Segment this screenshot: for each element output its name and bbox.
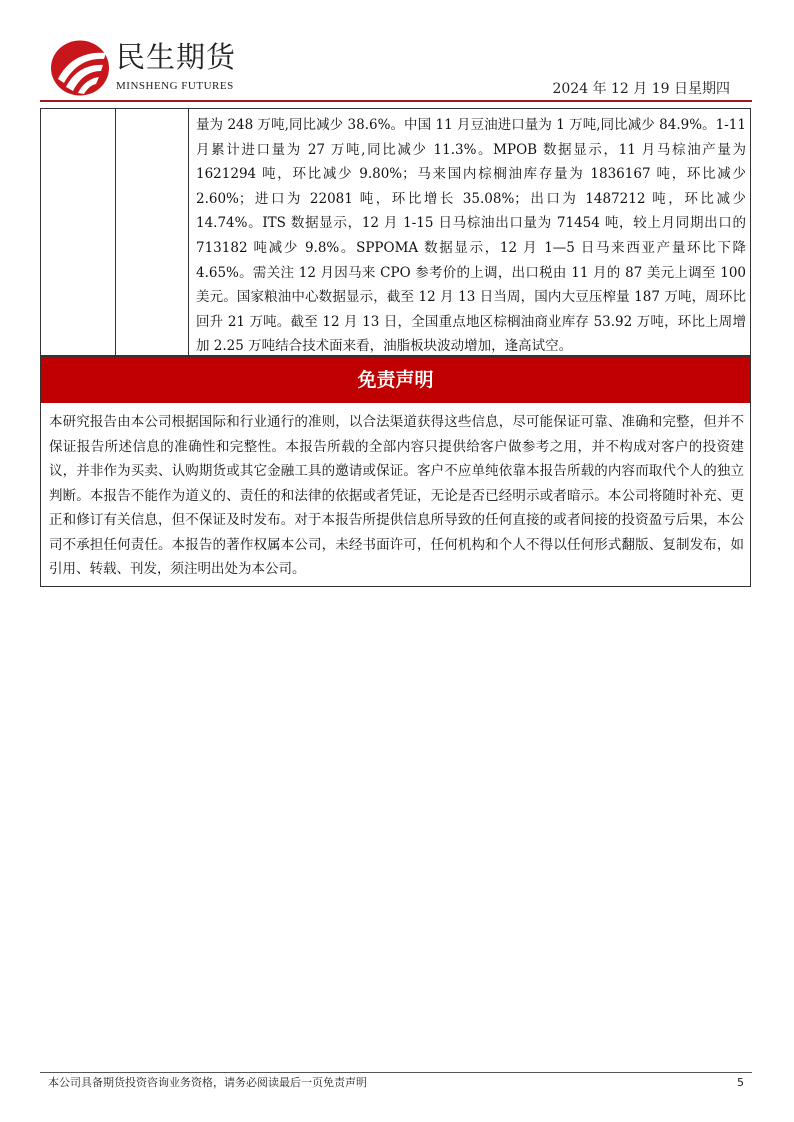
footer-divider <box>40 1072 752 1073</box>
page-number: 5 <box>737 1076 744 1089</box>
disclaimer-text: 本研究报告由本公司根据国际和行业通行的准则，以合法渠道获得这些信息，尽可能保证可靠、准确和完整，但并不保证报告所述信息的准确性和完整性。本报告所载的全部内容只提供给客户做参考之用，并不构成对客户的投资建议，并非作为买卖、认购期货或其它金融工具的邀请或保证。客户不应单纯依靠本报告所载的内容而取代个人的独立判断。本报告不能作为道义的、责任的和法律的依据或者凭证，无论是否已经明示或者暗示。本公司将随时补充、更正和修订有关信息，但不保证及时发布。对于本报告所提供信息所导致的任何直接的或者间接的投资盈亏后果，本公司不承担任何责任。本报告的著作权属本公司，未经书面许可，任何机构和个人不得以任何形式翻版、复制发布，如引用、转载、刊发，须注明出处为本公司。 <box>49 414 744 577</box>
content-table <box>40 108 751 356</box>
footer-note: 本公司具备期货投资咨询业务资格，请务必阅读最后一页免责声明 <box>48 1076 367 1089</box>
disclaimer-title: 免责声明 <box>41 357 750 403</box>
company-name-cn: 民生期货 <box>116 40 237 74</box>
header-divider <box>40 100 752 102</box>
table-column-divider <box>115 109 116 355</box>
report-date: 2024 年 12 月 19 日星期四 <box>552 81 730 97</box>
analysis-cell-text: 量为 248 万吨,同比减少 38.6%。中国 11 月豆油进口量为 1 万吨,同比减少 84.9%。1-11 月累计进口量为 27 万吨,同比减少 11.3%。MPOB 数据显示，11 月马棕油产量为 1621294 吨，环比减少 9.80%；马来国内棕榈油库存量为 1836167 吨，环比减少 2.60%；进口为 22081 吨，环比增长 35.08%；出口为 1487212 吨，环比减少 14.74%。ITS 数据显示，12 月 1-15 日马棕油出口量为 71454 吨，较上月同期出口的 713182 吨减少 9.8%。SPPOMA 数据显示，12 月 1—5 日马来西亚产量环比下降 4.65%。需关注 12 月因马来 CPO 参考价的上调，出口税由 11 月的 87 美元上调至 100 美元。国家粮油中心数据显示，截至 12 月 13 日当周，国内大豆压榨量 187 万吨，周环比回升 21 万吨。截至 12 月 13 日，全国重点地区棕榈油商业库存 53.92 万吨，环比上周增加 2.25 万吨结合技术面来看，油脂板块波动增加，逢高试空。 <box>196 117 746 355</box>
table-column-divider <box>188 109 189 355</box>
page-header <box>0 0 794 104</box>
minsheng-logo-icon <box>50 39 110 97</box>
company-name-en: MINSHENG FUTURES <box>116 80 234 92</box>
disclaimer-section <box>40 356 751 587</box>
